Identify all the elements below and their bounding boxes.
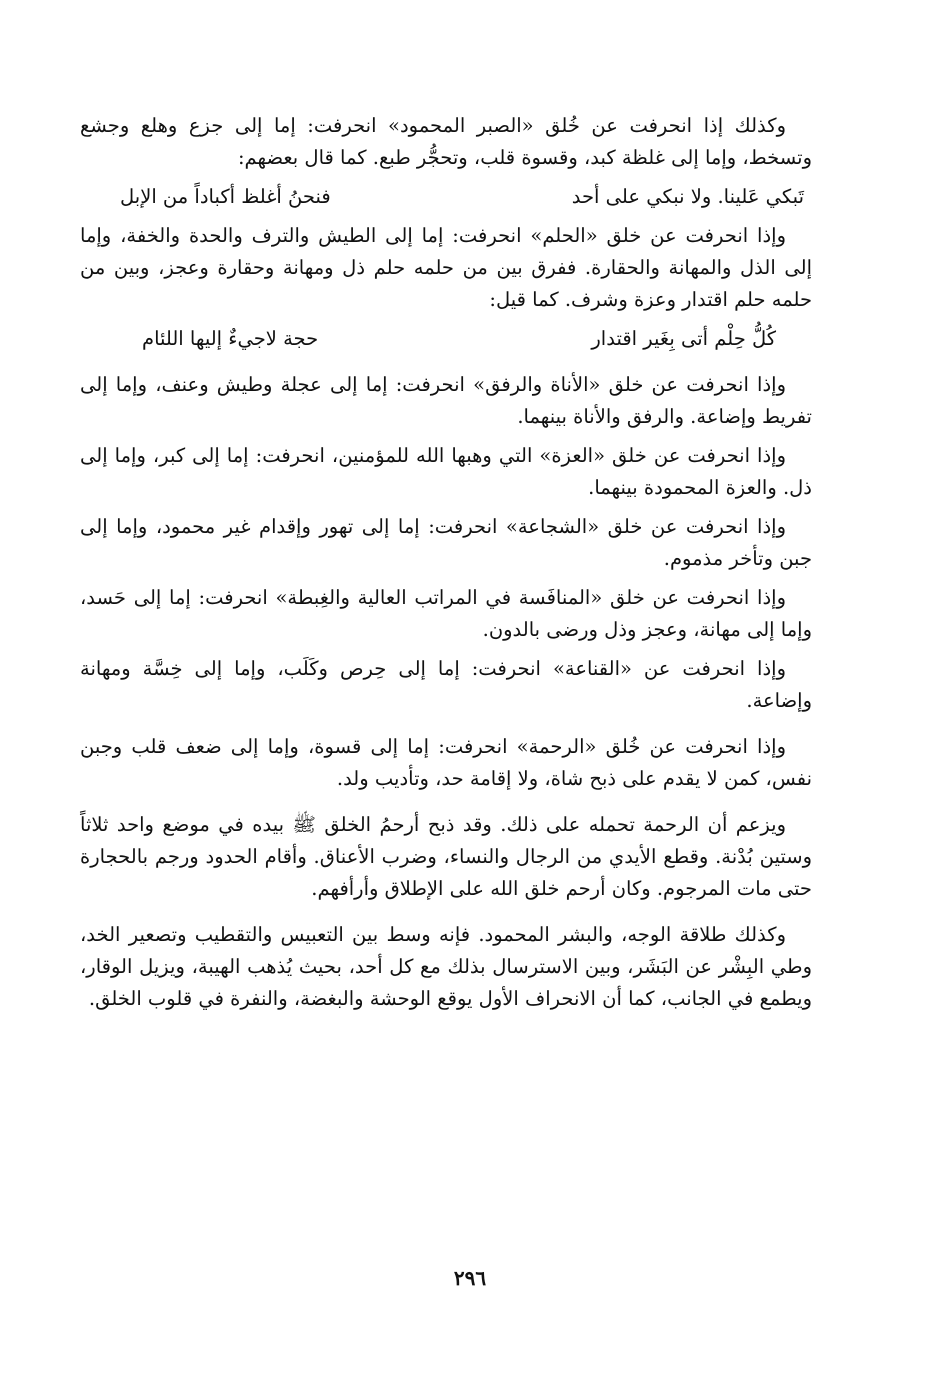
- paragraph-contentment: وإذا انحرفت عن «القناعة» انحرفت: إما إلى حِرص وكَلَب، وإما إلى خِسَّة ومهانة وإضاعة.: [80, 657, 812, 712]
- paragraph-cheerfulness: وكذلك طلاقة الوجه، والبشر المحمود. فإنه وسط بين التعبيس والتقطيب وتصعير الخد، وطي البِشْر عن البَشَر، وبين الاسترسال بذلك مع كل أحد، بحيث يُذهب الهيبة، ويزيل الوقار، ويطمع في الجانب، كما أن الانحراف الأول يوقع الوحشة والبغضة، والنفرة في قلوب الخلق.: [80, 923, 812, 1010]
- paragraph-patience: وكذلك إذا انحرفت عن خُلق «الصبر المحمود» انحرفت: إما إلى جزع وهلع وجشع وتسخط، وإما إلى غلظة كبد، وقسوة قلب، وتحجُّر طبع. كما قال بعضهم:: [80, 114, 812, 169]
- paragraph-forbearance: وإذا انحرفت عن خلق «الحلم» انحرفت: إما إلى الطيش والترف والحدة والخفة، وإما إلى الذل والمهانة والحقارة. ففرق بين من حلمه حلم ذل ومهانة وحقارة وعجز، وبين من حلمه حلم اقتدار وعزة وشرف. كما قيل:: [80, 224, 812, 311]
- verse-2-second-hemistich: حجة لاجيءٌ إليها اللئام: [142, 327, 319, 350]
- paragraph-mercy: وإذا انحرفت عن خُلق «الرحمة» انحرفت: إما إلى قسوة، وإما إلى ضعف قلب وجبن نفس، كمن لا يقدم على ذبح شاة، ولا إقامة حد، وتأديب ولد.: [80, 735, 812, 790]
- poem-verse-1: [80, 181, 812, 213]
- page-number: ٢٩٦: [453, 1266, 487, 1290]
- paragraph-competition: وإذا انحرفت عن خلق «المنافَسة في المراتب العالية والغِبطة» انحرفت: إما إلى حَسد، وإما إلى مهانة، وعجز وذل ورضى بالدون.: [80, 586, 812, 641]
- poem-verse-2: [80, 323, 812, 355]
- paragraph-courage: وإذا انحرفت عن خلق «الشجاعة» انحرفت: إما إلى تهور وإقدام غير محمود، وإما إلى جبن وتأخر مذموم.: [80, 515, 812, 570]
- verse-1-first-hemistich: تَبكي عَلينا. ولا نبكي على أحد: [571, 185, 804, 208]
- verse-2-first-hemistich: كُلُّ حِلْم أتى بِغَير اقتدار: [591, 327, 776, 350]
- verse-1-second-hemistich: فنحنُ أغلظ أكباداً من الإبل: [120, 185, 331, 208]
- paragraph-dignity: وإذا انحرفت عن خلق «العزة» التي وهبها الله للمؤمنين، انحرفت: إما إلى كبر، وإما إلى ذل. والعزة المحمودة بينهما.: [80, 444, 812, 499]
- book-page: [80, 110, 812, 1022]
- paragraph-deliberation: وإذا انحرفت عن خلق «الأناة والرفق» انحرفت: إما إلى عجلة وطيش وعنف، وإما إلى تفريط وإضاعة. والرفق والأناة بينهما.: [80, 373, 812, 428]
- paragraph-prophet-example: ويزعم أن الرحمة تحمله على ذلك. وقد ذبح أرحمُ الخلق ﷺ بيده في موضع واحد ثلاثاً وستين بُدْنة. وقطع الأيدي من الرجال والنساء، وضرب الأعناق. وأقام الحدود ورجم بالحجارة حتى مات المرجوم. وكان أرحم خلق الله على الإطلاق وأرأفهم.: [80, 813, 812, 900]
